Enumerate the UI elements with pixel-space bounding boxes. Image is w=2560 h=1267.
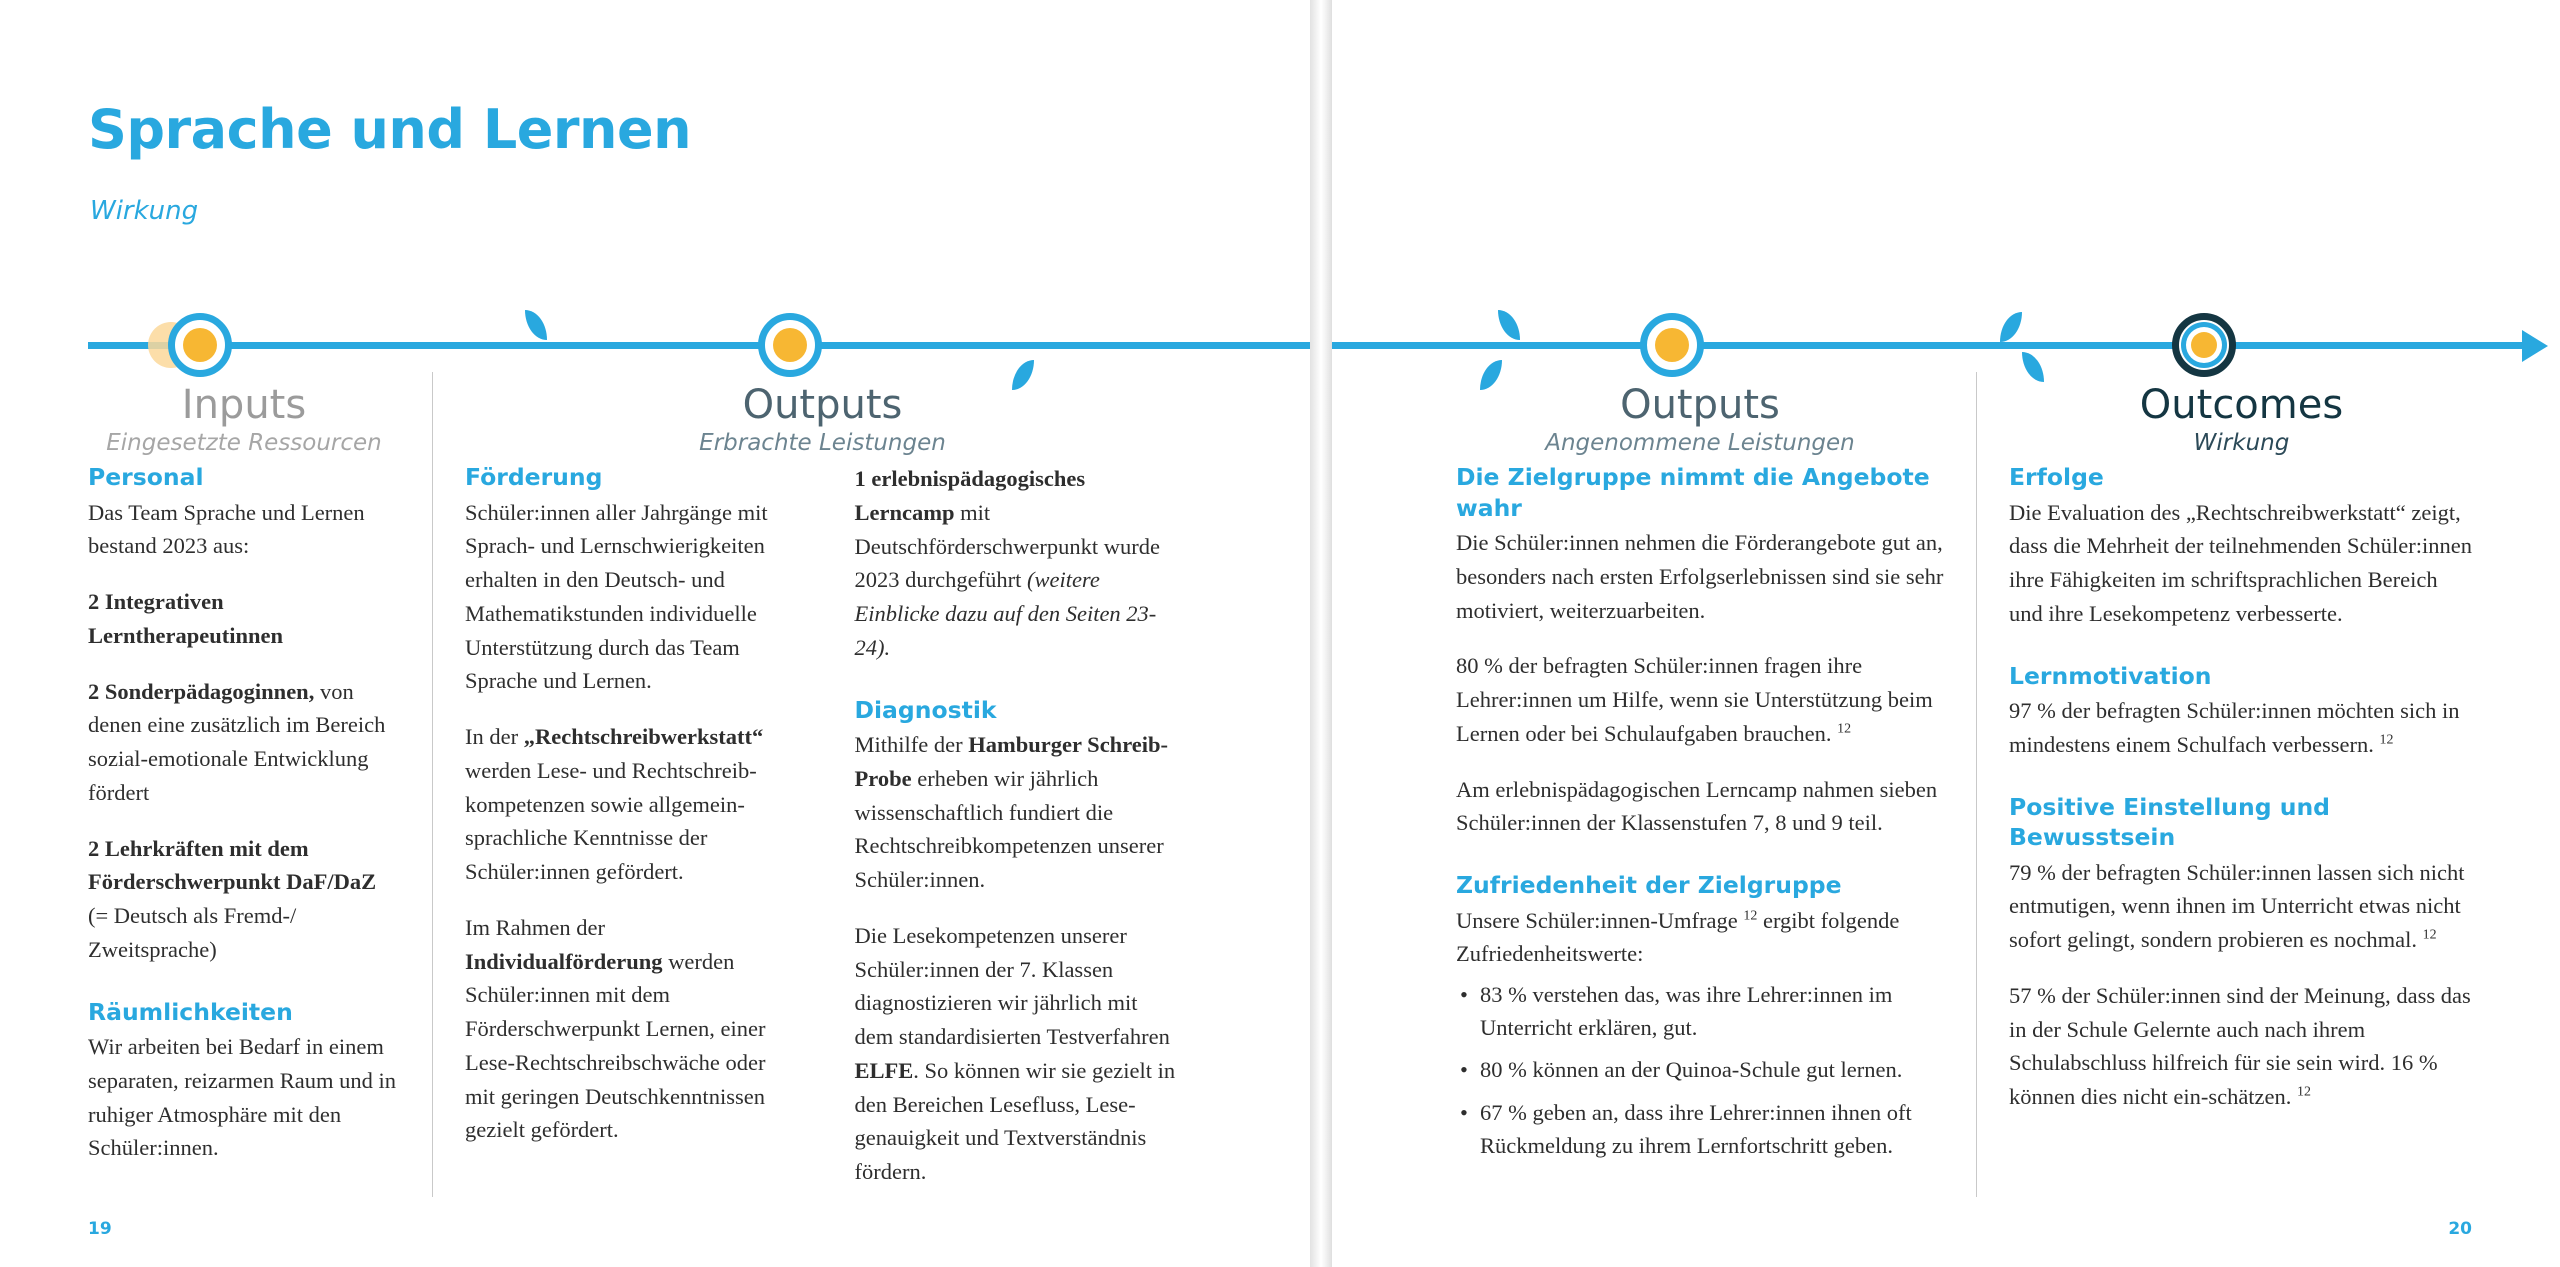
paragraph: 1 erlebnispädagogisches Lerncamp mit Deutschförderschwerpunkt wurde 2023 durchgeführt (weitere Einblicke dazu auf den Seiten 23-24).	[854, 466, 1161, 660]
bullet-list	[1456, 979, 1944, 1162]
paragraph: 2 Sonderpädagoginnen, von denen eine zusätzlich im Bereich sozial-emotionale Entwicklung fördert	[88, 678, 386, 805]
column-body-outcomes: Erfolge Die Evaluation des „Rechtschreibwerkstatt“ zeigt, dass die Mehrheit der teilnehmenden Schüler:innen ihre Fähigkeiten im schriftsprachlichen Bereich und ihre Lesekompetenz verbesserte. Lernmotivation 97 % der befragten Schüler:innen möchten sich in mindestens einem Schulfach verbessern. $^{12}$ Positive Einstellung und Bewusstsein 79 % der befragten Schüler:innen lassen sich nicht entmutigen, wenn ihnen im Unterricht etwas nicht sofort gelingt, sondern probieren es nochmal. $^{12}$ 57 % der Schüler:innen sind der Meinung, dass das in der Schule Gelernte auch nach ihrem Schulabschluss hilfreich für sie sein wird. 16 % können dies nicht ein-schätzen. $^{12}$	[1977, 462, 2506, 1114]
page-number-left: 19	[88, 1219, 112, 1239]
paragraph: Die Lesekompetenzen unserer Schüler:innen der 7. Klassen diagnostizieren wir jährlich mit dem standardisierten Testverfahren ELFE. So können wir sie gezielt in den Bereichen Lesefluss, Lese-genauigkeit und Textverständnis fördern.	[854, 922, 1176, 1185]
column-heading-inputs: Inputs Eingesetzte Ressourcen	[106, 382, 382, 456]
column-heading-outputs-2: Outputs Angenommene Leistungen	[1545, 382, 1855, 456]
timeline-node-inputs	[168, 313, 232, 377]
column-body-inputs: Personal Das Team Sprache und Lernen bestand 2023 aus: 2 Integrativen Lerntherapeutinnen 2 Sonderpädagoginnen, von denen eine zusätzlich im Bereich sozial-emotionale Entwicklung fördert 2 Lehrkräften mit dem Förderschwerpunkt DaF/DaZ (= Deutsch als Fremd-/ Zweitsprache) Räumlichkeiten Wir arbeiten bei Bedarf in einem separaten, reizarmen Raum und in ruhiger Atmosphäre mit den Schüler:innen.	[56, 462, 432, 1165]
timeline-halo	[148, 322, 194, 368]
leaf-icon	[2000, 312, 2022, 342]
paragraph: Am erlebnispädagogischen Lerncamp nahmen sieben Schüler:innen der Klassenstufen 7, 8 und 9 teil.	[1456, 776, 1938, 836]
column-heading-outcomes: Outcomes Wirkung	[2139, 382, 2344, 456]
columns-left	[0, 372, 1310, 1197]
paragraph: Das Team Sprache und Lernen bestand 2023 aus:	[88, 499, 365, 559]
column-body-outputs-1b: 1 erlebnispädagogisches Lerncamp mit Deutschförderschwerpunkt wurde 2023 durchgeführt (weitere Einblicke dazu auf den Seiten 23-24). Diagnostik Mithilfe der Hamburger Schreib-Probe erheben wir jährlich wissenschaftlich fundiert die Rechtschreibkompetenzen unserer Schüler:innen. Die Lesekompetenzen unserer Schüler:innen der 7. Klassen diagnostizieren wir jährlich mit dem standardisierten Testverfahren ELFE. So können wir sie gezielt in den Bereichen Lesefluss, Lese-genauigkeit und Textverständnis fördern.	[823, 462, 1213, 1211]
column-body-outputs-1a: Förderung Schüler:innen aller Jahrgänge mit Sprach- und Lernschwierigkeiten erhalten in den Deutsch- und Mathematikstunden individuelle Unterstützung durch das Team Sprache und Lernen. In der „Rechtschreibwerkstatt“ werden Lese- und Rechtschreib-kompetenzen sowie allgemein-sprachliche Kenntnisse der Schüler:innen gefördert. Im Rahmen der Individualförderung werden Schüler:innen mit dem Förderschwerpunkt Lernen, einer Lese-Rechtschreibschwäche oder mit geringen Deutschkenntnissen gezielt gefördert.	[433, 462, 823, 1211]
column-heading-outputs-1: Outputs Erbrachte Leistungen	[699, 382, 946, 456]
list-item: • 83 % verstehen das, was ihre Lehrer:innen im Unterricht erklären, gut.	[1480, 979, 1944, 1044]
paragraph: 2 Lehrkräften mit dem Förderschwerpunkt DaF/DaZ (= Deutsch als Fremd-/ Zweitsprache)	[88, 835, 377, 962]
columns-right	[1332, 372, 2560, 1197]
paragraph: 97 % der befragten Schüler:innen möchten sich in mindestens einem Schulfach verbessern. $^{12}$	[2009, 698, 2460, 757]
timeline-line	[1332, 342, 2522, 349]
page-number-right: 20	[2448, 1219, 2472, 1239]
leaf-icon	[525, 310, 547, 340]
paragraph: In der „Rechtschreibwerkstatt“ werden Lese- und Rechtschreib-kompetenzen sowie allgemein-sprachliche Kenntnisse der Schüler:innen gefördert.	[465, 724, 764, 885]
column-outputs-2	[1424, 372, 1976, 1197]
paragraph: 2 Integrativen Lerntherapeutinnen	[88, 589, 284, 648]
timeline-node-outputs-2	[1640, 313, 1704, 377]
column-inputs	[56, 372, 432, 1197]
list-item: • 80 % können an der Quinoa-Schule gut lernen.	[1480, 1054, 1944, 1087]
paragraph: Im Rahmen der Individualförderung werden Schüler:innen mit dem Förderschwerpunkt Lernen, einer Lese-Rechtschreibschwäche oder mit geringen Deutschkenntnissen gezielt gefördert.	[465, 914, 766, 1143]
paragraph: 79 % der befragten Schüler:innen lassen sich nicht entmutigen, wenn ihnen im Unterricht etwas nicht sofort gelingt, sondern probieren es nochmal. $^{12}$	[2009, 859, 2465, 953]
paragraph: 57 % der Schüler:innen sind der Meinung, dass das in der Schule Gelernte auch nach ihrem Schulabschluss hilfreich für sie sein wird. 16 % können dies nicht ein-schätzen. $^{12}$	[2009, 982, 2471, 1110]
paragraph: Die Evaluation des „Rechtschreibwerkstatt“ zeigt, dass die Mehrheit der teilnehmenden Schüler:innen ihre Fähigkeiten im schriftsprachlichen Bereich und ihre Lesekompetenz verbesserte.	[2009, 499, 2472, 626]
page-right	[1332, 0, 2560, 1267]
paragraph: Mithilfe der Hamburger Schreib-Probe erheben wir jährlich wissenschaftlich fundiert die Rechtschreibkompetenzen unserer Schüler:innen.	[854, 732, 1169, 893]
timeline-node-outputs	[758, 313, 822, 377]
timeline-node-outcomes	[2172, 313, 2236, 377]
timeline-line	[88, 342, 1310, 349]
list-item: • 67 % geben an, dass ihre Lehrer:innen ihnen oft Rückmeldung zu ihrem Lernfortschritt geben.	[1480, 1097, 1944, 1162]
timeline-arrow	[2522, 330, 2548, 362]
paragraph: Wir arbeiten bei Bedarf in einem separaten, reizarmen Raum und in ruhiger Atmosphäre mit den Schüler:innen.	[88, 1034, 397, 1161]
paragraph: 80 % der befragten Schüler:innen fragen ihre Lehrer:innen um Hilfe, wenn sie Unterstützung beim Lernen oder bei Schulaufgaben brauchen. $^{12}$	[1456, 653, 1933, 746]
page-subtitle: Wirkung	[90, 196, 199, 226]
leaf-icon	[1498, 310, 1520, 340]
paragraph: Unsere Schüler:innen-Umfrage $^{12}$ ergibt folgende Zufriedenheitswerte:	[1456, 907, 1900, 967]
column-outputs-1	[432, 372, 1212, 1197]
paragraph: Schüler:innen aller Jahrgänge mit Sprach- und Lernschwierigkeiten erhalten in den Deutsch- und Mathematikstunden individuelle Unterstützung durch das Team Sprache und Lernen.	[465, 499, 768, 694]
paragraph: Die Schüler:innen nehmen die Förderangebote gut an, besonders nach ersten Erfolgserlebnissen sind sie sehr motiviert, weiterzuarbeiten.	[1456, 530, 1944, 623]
page-title: Sprache und Lernen	[88, 98, 692, 161]
column-body-outputs-2: Die Zielgruppe nimmt die Angebote wahr Die Schüler:innen nehmen die Förderangebote gut an, besonders nach ersten Erfolgserlebnissen sind sie sehr motiviert, weiterzuarbeiten. 80 % der befragten Schüler:innen fragen ihre Lehrer:innen um Hilfe, wenn sie Unterstützung beim Lernen oder bei Schulaufgaben brauchen. $^{12}$ Am erlebnispädagogischen Lerncamp nahmen sieben Schüler:innen der Klassenstufen 7, 8 und 9 teil. Zufriedenheit der Zielgruppe Unsere Schüler:innen-Umfrage $^{12}$ ergibt folgende Zufriedenheitswerte: • 83 % verstehen das, was ihre Lehrer:innen im Unterricht erklären, gut. • 80 % können an der Quinoa-Schule gut lernen. • 67 % geben an, dass ihre Lehrer:innen ihnen oft Rückmeldung zu ihrem Lernfortschritt geben.	[1424, 462, 1976, 1162]
column-outcomes	[1976, 372, 2506, 1197]
book-gutter	[1310, 0, 1332, 1267]
